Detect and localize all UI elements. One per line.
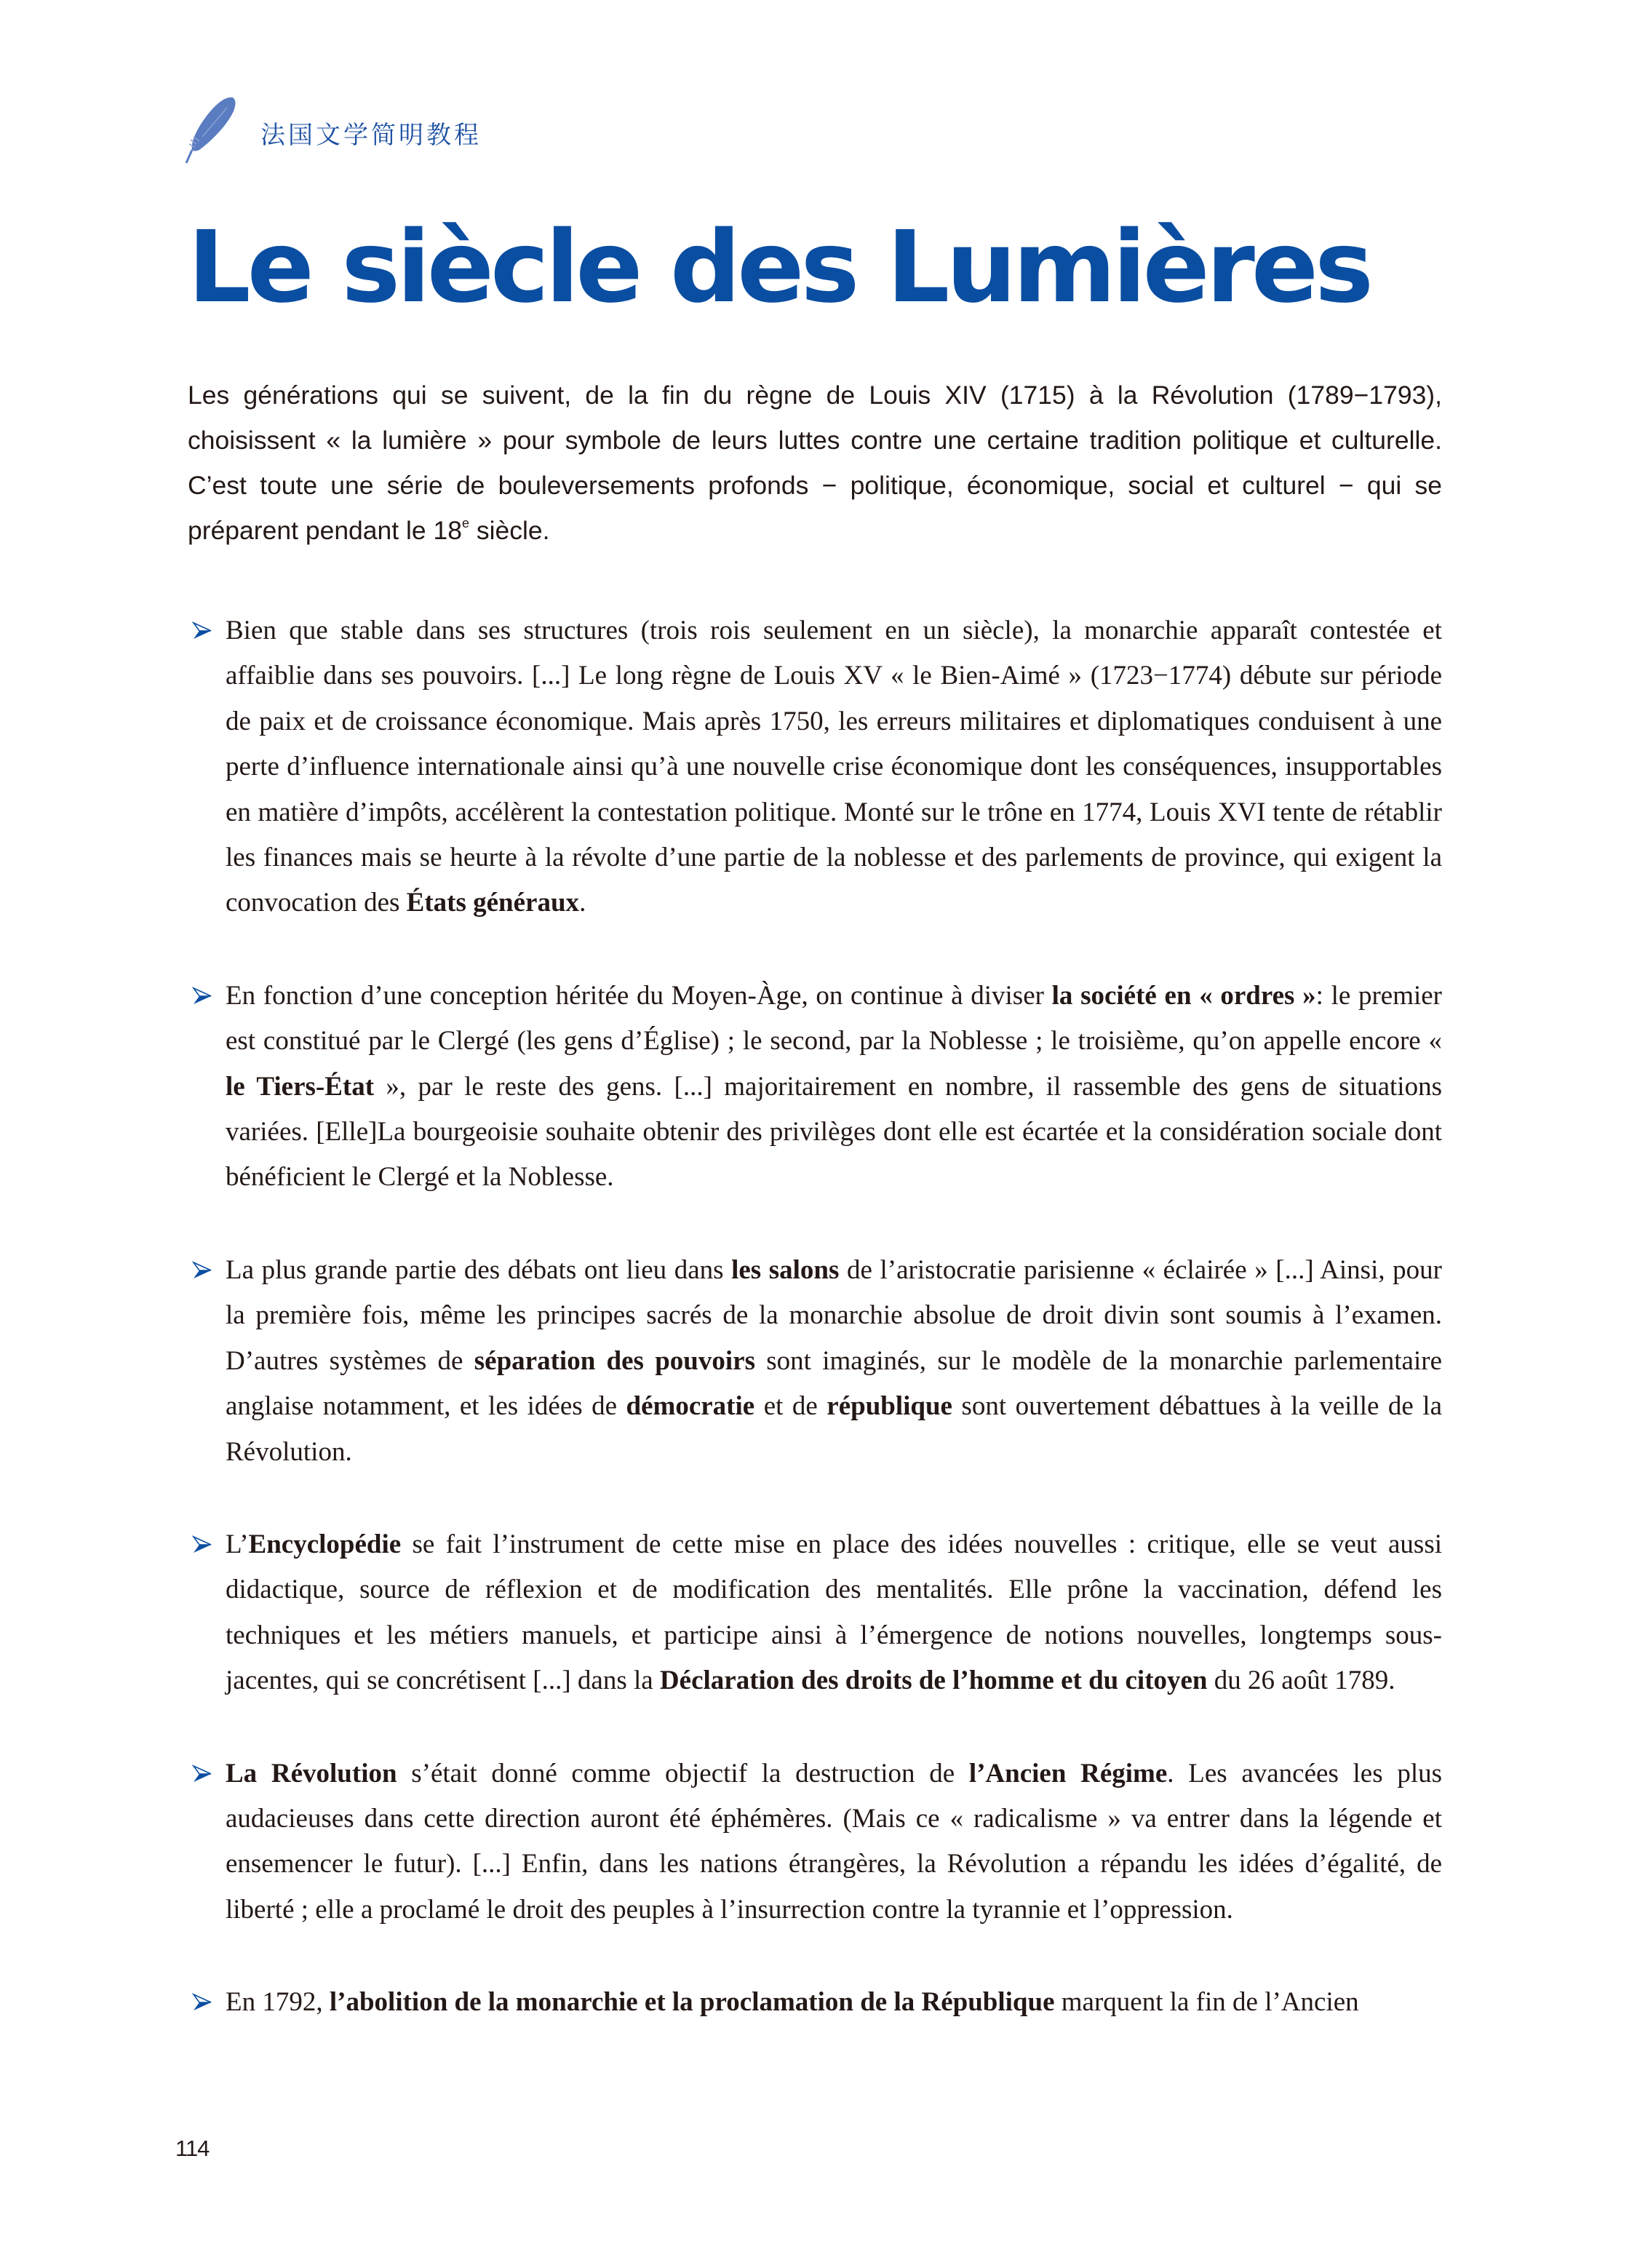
- chapter-title: Le siècle des Lumières: [188, 210, 1371, 325]
- arrow-bullet-icon: [192, 621, 212, 640]
- superscript: e: [462, 516, 470, 530]
- bold-term: Déclaration des droits de l’homme et du citoyen: [659, 1666, 1208, 1696]
- bold-term: les salons: [731, 1254, 840, 1285]
- bullet-text: et de: [754, 1391, 827, 1422]
- bullet-text: s’était donné comme objectif la destruction de: [397, 1758, 969, 1788]
- bullet-item: [188, 1980, 1442, 2025]
- bullet-text: Bien que stable dans ses structures (trois rois seulement en un siècle), la monarchie apparaît contestée et affaiblie dans ses pouvoirs. [...] Le long règne de Louis XV « le Bien-Aimé » (1723−1774) débute sur période de paix et de croissance économique. Mais après 1750, les erreurs militaires et diplomatiques conduisent à une perte d’influence internationale ainsi qu’à une nouvelle crise économique dont les conséquences, insupportables en matière d’impôts, accélèrent la contestation politique. Monté sur le trône en 1774, Louis XVI tente de rétablir les finances mais se heurte à la révolte d’une partie de la noblesse et des parlements de province, qui exigent la convocation des: [226, 616, 1442, 918]
- bullet-text: . Les avancées les plus audacieuses dans cette direction auront été éphémères. (Mais ce « radicalisme » va entrer dans la légende et ensemencer le futur). [...] Enfin, dans les nations étrangères, la Révolution a répandu les idées d’égalité, de liberté ; elle a proclamé le droit des peuples à l’insurrection contre la tyrannie et l’oppression.: [226, 1758, 1442, 1925]
- bullet-item: [188, 1522, 1442, 1704]
- book-title: 法国文学简明教程: [260, 120, 482, 150]
- bullet-list: [188, 608, 1442, 2073]
- bold-term: La Révolution: [226, 1758, 397, 1788]
- arrow-bullet-icon: [192, 1764, 212, 1783]
- bullet-text: marquent la fin de l’Ancien: [1054, 1987, 1359, 2018]
- arrow-bullet-icon: [192, 987, 212, 1006]
- intro-paragraph: [188, 373, 1442, 553]
- bullet-text: sont ouvertement débattues à la veille de la Révolution.: [226, 1391, 1443, 1467]
- bullet-item: [188, 1751, 1442, 1933]
- bold-term: Encyclopédie: [248, 1529, 402, 1559]
- bold-term: l’abolition de la monarchie et la proclamation de la République: [329, 1987, 1055, 2018]
- bullet-text: En 1792,: [226, 1987, 330, 2018]
- bold-term: la société en « ordres »: [1051, 980, 1316, 1011]
- feather-icon: [180, 93, 239, 166]
- bullet-item: [188, 974, 1442, 1201]
- bullet-item: [188, 1248, 1442, 1475]
- bold-term: le Tiers-État: [226, 1071, 375, 1102]
- bullet-text: La plus grande partie des débats ont lieu dans: [226, 1254, 732, 1285]
- bullet-text: sont imaginés, sur le modèle de la monarchie parlementaire anglaise notamment, et les idées de: [226, 1345, 1442, 1422]
- bullet-text: : le premier est constitué par le Clergé (les gens d’Église) ; le second, par la Noblesse ; le troisième, qu’on appelle encore «: [226, 980, 1443, 1057]
- bullet-item: [188, 608, 1442, 926]
- arrow-bullet-icon: [192, 1993, 212, 2012]
- bullet-text: se fait l’instrument de cette mise en place des idées nouvelles : critique, elle se veut aussi didactique, source de réflexion et de modification des mentalités. Elle prône la vaccination, défend les techniques et les métiers manuels, et participe ainsi à l’émergence de notions nouvelles, longtemps sous-jacentes, qui se concrétisent [...] dans la: [226, 1529, 1442, 1696]
- bold-term: république: [827, 1391, 952, 1422]
- bullet-text: », par le reste des gens. [...] majoritairement en nombre, il rassemble des gens de situations variées. [Elle]La bourgeoisie souhaite obtenir des privilèges dont elle est écartée et la considération sociale dont bénéficient le Clergé et la Noblesse.: [226, 1071, 1442, 1193]
- intro-text: Les générations qui se suivent, de la fin du règne de Louis XIV (1715) à la Révolution (1789−1793), choisissent « la lumière » pour symbole de leurs luttes contre une certaine tradition politique et culturelle. C’est toute une série de bouleversements profonds − politique, économique, social et culturel − qui se préparent pendant le 18: [188, 381, 1442, 545]
- bold-term: États généraux: [406, 888, 580, 918]
- bold-term: l’Ancien Régime: [968, 1758, 1168, 1788]
- bold-term: démocratie: [626, 1391, 755, 1422]
- bullet-text: En fonction d’une conception héritée du Moyen-Àge, on continue à diviser: [226, 980, 1052, 1011]
- arrow-bullet-icon: [192, 1535, 212, 1554]
- bold-term: séparation des pouvoirs: [474, 1345, 755, 1376]
- intro-text-end: siècle.: [469, 516, 550, 545]
- running-header: [180, 93, 482, 166]
- bullet-text: .: [579, 888, 586, 918]
- bullet-text: de l’aristocratie parisienne « éclairée » [...] Ainsi, pour la première fois, même les principes sacrés de la monarchie absolue de droit divin sont soumis à l’examen. D’autres systèmes de: [226, 1254, 1442, 1376]
- arrow-bullet-icon: [192, 1261, 212, 1280]
- bullet-text: L’: [226, 1529, 249, 1559]
- bullet-text: du 26 août 1789.: [1207, 1666, 1395, 1696]
- page-number: 114: [175, 2136, 210, 2161]
